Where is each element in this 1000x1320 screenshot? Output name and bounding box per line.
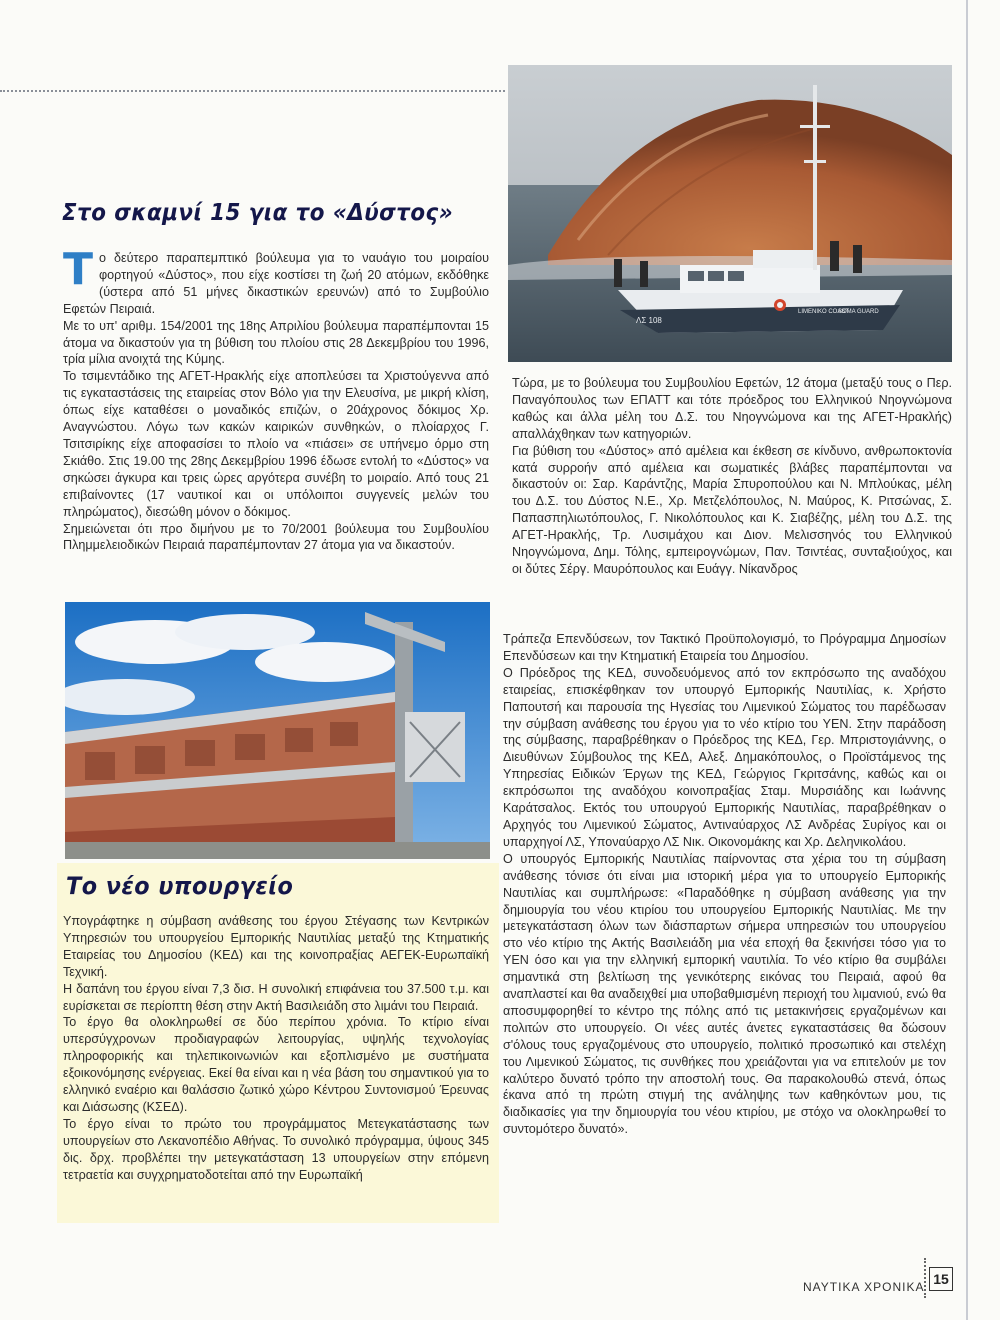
paragraph: Το τσιμεντάδικο της ΑΓΕΤ-Ηρακλής είχε αποπλεύσει τα Χριστούγεννα από τις εγκαταστάσεις της εταιρείας στον Βόλο για την Ελευσίνα, με μικρή κλίση, όπως είχε καταθέσει ο μοναδικός επιζών, ο 20άχρονος δόκιμος Χρ. Αναγνώστου. Λόγω των κακών καιρικών συνθηκών, ο πλοίαρχος Γ. Τσιτσιρίκης είχε αποφασίσει το πλοίο να «πιάσει» σε υπήνεμο όρμο στη Σκιάθο. Στις 19.00 της 28ης Δεκεμβρίου 1996 έδωσε εντολή το «Δύστος» να σηκώσει άγκυρα και τρεις ώρες αργότερα συνέβη το μοιραίο. Από τους 21 επιβαίνοντες (17 ναυτικοί και οι υπόλοιποι συγγενείς μελών του πληρώματος), διεσώθη μόνον ο δόκιμος.	[63, 369, 489, 519]
article1-column-1	[63, 244, 489, 554]
article2-column-2	[503, 631, 946, 1138]
paragraph: Για βύθιση του «Δύστος» από αμέλεια και έκθεση σε κίνδυνο, ανθρωποκτονία κατά συρροήν από αμέλεια και σωματικές βλάβες παραπέμπονται να δικαστούν οι: Σαρ. Καράντζης, Μαρία Σπυροπούλου και Ν. Μπλούκας, μέλη του Δ.Σ. του Δύστος Ν.Ε., Χρ. Μετζελόπουλος, Ν. Μαύρος, Κ. Ριτσώνας, Σ. Παπασπηλιωτόπουλος, Γ. Νικολόπουλος και Κ. Σιαβέζης, μέλη του Δ.Σ. της ΑΓΕΤ-Ηρακλής, Τρ. Λυσιμάχου και Διον. Μελισσηνός του Ελληνικού Νηογνώμονα, Δημ. Τόλης, εμπειρογνώμων, Παν. Τσιντέας, συνταξιούχος, και οι δύτες Σέργ. Μαυρόπουλος και Ευάγγ. Νίκανδρος	[512, 443, 952, 576]
magazine-name: ΝΑΥΤΙΚΑ ΧΡΟΝΙΚΑ	[803, 1280, 925, 1294]
article2-column-1	[63, 913, 489, 1184]
footer-dotted-divider	[924, 1258, 926, 1298]
paragraph: Το έργο θα ολοκληρωθεί σε δύο περίπου χρόνια. Το κτίριο είναι υπερσύγχρονων προδιαγραφών λειτουργίας, υψηλής τεχνολογίας πληροφορικής και τηλεπικοινωνιών και εξοπλισμένο με συστήματα εξοικονόμησης ενέργειας. Εκεί θα είναι και η νέα βάση του σημαντικού για το ελληνικό εναέριο και θαλάσσιο ζωτικό χώρο Κέντρου Συντονισμού Έρευνας και Διάσωσης (ΚΣΕΔ).	[63, 1015, 489, 1114]
paragraph: Με το υπ' αριθμ. 154/2001 της 18ης Απριλίου βούλευμα παραπέμπονται 15 άτομα να δικαστούν για τη βύθιση του πλοίου στις 28 Δεκεμβρίου του 1996, τρία μίλια ανοιχτά της Κύμης.	[63, 318, 489, 367]
right-margin-rule	[966, 0, 968, 1320]
dropcap: Τ	[63, 244, 94, 295]
paragraph: ο δεύτερο παραπεμπτικό βούλευμα για το ναυάγιο του μοιραίου φορτηγού «Δύστος», που είχε κοστίσει τη ζωή 20 ατόμων, εκδόθηκε (ύστερα από 51 μήνες δικαστικών ερευνών) από το Συμβούλιο Εφετών Πειραιά.	[63, 251, 489, 316]
article1-column-2	[512, 375, 952, 578]
paragraph: Ο υπουργός Εμπορικής Ναυτιλίας παίρνοντας στα χέρια του τη σύμβαση ανάθεσης τόνισε ότι είναι μια ιστορική μέρα για το υπουργείο Εμπορικής Ναυτιλίας και συμπλήρωσε: «Παραδόθηκε η σύμβαση ανάθεσης για την δημιουργία του νέου κτιρίου του υπουργείου Εμπορικής Ναυτιλίας. Με την μετεγκατάσταση όλων των διάσπαρτων σήμερα υπηρεσιών του υπουργείου στο νέο κτίριο της Ακτής Βασιλειάδη μια νέα εποχή θα ξεκινήσει τόσο για το ΥΕΝ όσο και για την ελληνική εμπορική ναυτιλία. Το νέο κτίριο θα συμβάλει σημαντικά στη βελτίωση της γενικότερης εικόνας του Πειραιά, αφού θα αναπλαστεί και θα αναδειχθεί μια υποβαθμισμένη περιοχή του λιμανιού, ενώ θα αποσυμφορηθεί το κέντρο της πόλης από τις μετακινήσεις εργαζομένων και πολιτών στο υπουργείο. Οι νέες αυτές άνετες εγκαταστάσεις θα δώσουν σ'όλους τους εργαζομένους στο υπουργείο, πολιτικό προσωπικό και στελέχη του Λιμενικού Σώματος, τις συνθήκες που χρειάζονται για να επιτελούν με τον καλύτερο δυνατό τρόπο την αποστολή τους. Θα παρακολουθώ στενά, όπως έκανα από τη πρώτη στιγμή της ανάληψης των καθηκόντων μου, τις διαδικασίες για την δημιουργία του νέου κτιρίου, με στόχο να ολοκληρωθεί το συντομότερο δυνατό».	[503, 851, 946, 1137]
paragraph: Ο Πρόεδρος της ΚΕΔ, συνοδευόμενος από τον εκπρόσωπο της αναδόχου εταιρείας, επισκέφθηκαν τον υπουργό Εμπορικής Ναυτιλίας, κ. Χρήστο Παπουτσή και παρουσία της Ηγεσίας του Λιμενικού Σώματος του παρέδωσαν την σύμβαση ανάθεσης του έργου για το νέο κτίριο του ΥΕΝ. Στην παράδοση της σύμβασης, παραβρέθηκαν ο Πρόεδρος της ΚΕΔ, Γερ. Μπριστογιάννης, ο Διευθύνων Σύμβουλος της ΚΕΔ, Αλεξ. Δημακόπουλος, ο Προϊστάμενος της Υπηρεσίας Ειδικών Έργων της ΚΕΔ, Γεώργιος Γκριτσάνης, καθώς και οι εκπρόσωποι της αναδόχου κοινοπραξίας Σταμ. Μυρσιάδης και Ιωάννης Καράτσαλος. Εκτός του υπουργού Εμπορικής Ναυτιλίας, παραβρέθηκαν ο Αρχηγός του Λιμενικού Σώματος, Αντιναύαρχος ΛΣ Ανδρέας Συρίγος και οι υπαρχηγοί ΛΣ, Υποναύαρχο ΛΣ Νικ. Οικονομάκης και Χρ. Δεληνικολάου.	[503, 665, 946, 849]
page-number: 15	[929, 1267, 953, 1291]
paragraph: Η δαπάνη του έργου είναι 7,3 δισ. Η συνολική επιφάνεια του 37.500 τ.μ. και ευρίσκεται σε περίοπτη θέση στην Ακτή Βασιλειάδη στο λιμάνι του Πειραιά.	[63, 981, 489, 1013]
top-dotted-rule	[0, 90, 505, 92]
paragraph: Τώρα, με το βούλευμα του Συμβουλίου Εφετών, 12 άτομα (μεταξύ τους ο Περ. Παναγόπουλος των ΕΠΑΤΤ και τότε πρόεδρος του Ελληνικού Νηογνώμονα καθώς και άλλα μέλη του Δ.Σ. του Νηογνώμονα και της ΑΓΕΤ-Ηρακλής) απαλλάχθηκαν των κατηγοριών.	[512, 376, 952, 441]
coast-guard-boat-photo	[508, 65, 952, 362]
hull-label-2: SOMA GUARD	[838, 309, 879, 315]
hull-number: ΛΣ 108	[636, 316, 662, 325]
article-title-new-ministry: Το νέο υπουργείο	[66, 872, 294, 900]
paragraph: Υπογράφτηκε η σύμβαση ανάθεσης του έργου Στέγασης των Κεντρικών Υπηρεσιών του υπουργείου Εμπορικής Ναυτιλίας μεταξύ της Κτηματικής Εταιρείας του Δημοσίου (ΚΕΔ) και της κοινοπραξίας ΑΕΓΕΚ-Ευρωπαϊκή Τεχνική.	[63, 914, 489, 979]
article-title-dustos: Στο σκαμνί 15 για το «Δύστος»	[62, 200, 454, 226]
paragraph: Το έργο είναι το πρώτο του προγράμματος Μετεγκατάστασης των υπουργείων στο Λεκανοπέδιο Αθήνας. Το συνολικό πρόγραμμα, ύψους 345 δις. δρχ. προβλέπει την μετεγκατάσταση 13 υπουργείων στην επόμενη τετραετία και συγχρηματοδοτείται από την Ευρωπαϊκή	[63, 1116, 489, 1182]
hull-label: LIMENIKO COAST	[798, 309, 850, 315]
building-site-photo	[65, 602, 490, 859]
paragraph: Τράπεζα Επενδύσεων, τον Τακτικό Προϋπολογισμό, το Πρόγραμμα Δημοσίων Επενδύσεων και την Κτηματική Εταιρεία του Δημοσίου.	[503, 632, 946, 663]
paragraph: Σημειώνεται ότι προ διμήνου με το 70/2001 βούλευμα του Συμβουλίου Πλημμελειοδικών Πειραιά παραπέμπονταν 27 άτομα για να δικαστούν.	[63, 521, 489, 553]
